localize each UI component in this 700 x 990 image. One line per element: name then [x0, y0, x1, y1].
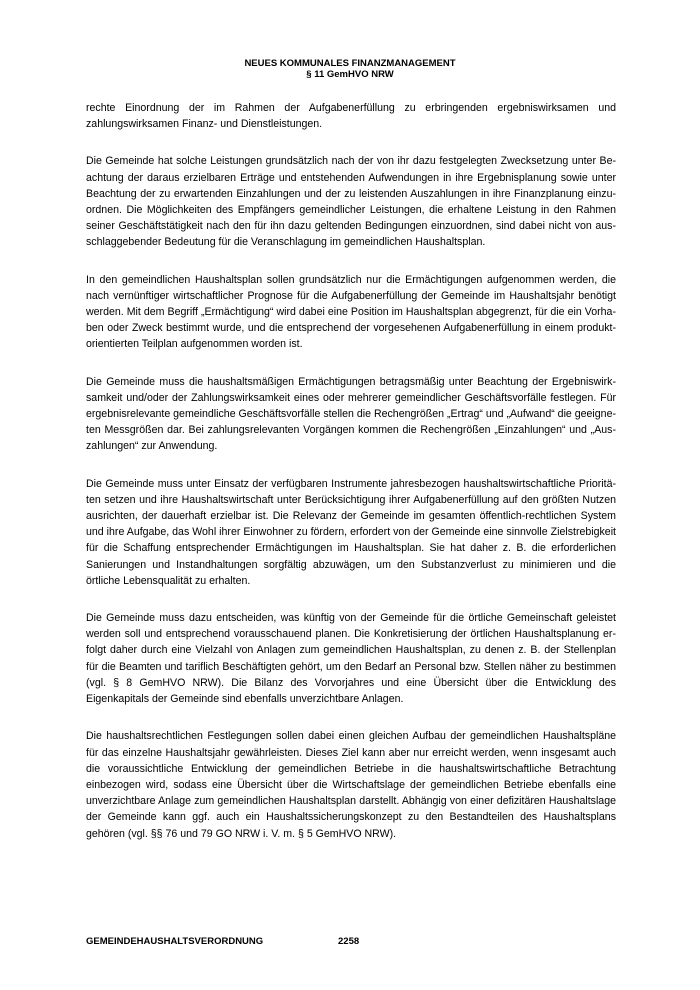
paragraph: Die Gemeinde hat solche Leistungen grundsätzlich nach der von ihr dazu festgelegten Zwecksetzung unter Beachtung der daraus erzielbaren Erträge und entstehenden Aufwendungen in ihre Ergebnisplanung sowie unter Beachtung der zu erwartenden Einzahlungen und der zu leistenden Auszahlungen in ihre Finanzplanung einzuordnen. Die Möglichkeiten des Empfängers gemeindlicher Leistungen, die erhaltene Leistung in den Rahmen seiner Geschäftstätigkeit nach den für ihn dazu geltenden Bedingungen einzuordnen, sind dabei nicht von ausschlaggebender Bedeutung für die Veranschlagung im gemeindlichen Haushaltsplan.: [86, 155, 616, 249]
page-footer: [86, 936, 616, 947]
paragraph: rechte Einordnung der im Rahmen der Aufgabenerfüllung zu erbringenden ergebniswirksamen und zahlungswirksamen Finanz- und Dienstleistungen.: [86, 102, 616, 131]
page-header: [0, 58, 700, 80]
header-subtitle: § 11 GemHVO NRW: [306, 69, 394, 80]
body-text: [86, 100, 616, 863]
header-title: NEUES KOMMUNALES FINANZMANAGEMENT: [244, 58, 456, 69]
paragraph: Die haushaltsrechtlichen Festlegungen sollen dabei einen gleichen Aufbau der gemeindlichen Haushaltspläne für das einzelne Haushaltsjahr gewährleisten. Dieses Ziel kann aber nur erreicht werden, wenn insgesamt auch die voraussichtliche Entwicklung der gemeindlichen Betriebe in die haushaltswirtschaftliche Betrachtung einbezogen wird, sodass eine Übersicht über die Wirtschaftslage der gemeindlichen Betriebe ebenfalls eine unverzichtbare Anlage zum gemeindlichen Haushaltsplan darstellt. Abhängig von einer defizitären Haushaltslage der Gemeinde kann ggf. auch ein Haushaltssicherungskonzept zu den Bestandteilen des Haushaltsplans gehören (vgl. §§ 76 und 79 GO NRW i. V. m. § 5 GemHVO NRW).: [86, 730, 616, 840]
footer-title: GEMEINDEHAUSHALTSVERORDNUNG: [86, 936, 264, 947]
paragraph: In den gemeindlichen Haushaltsplan sollen grundsätzlich nur die Ermächtigungen aufgenommen werden, die nach vernünftiger wirtschaftlicher Prognose für die Aufgabenerfüllung der Gemeinde im Haushaltsjahr benötigt werden. Mit dem Begriff „Ermächtigung“ wird dabei eine Position im Haushaltsplan abgegrenzt, für die ein Vorhaben oder Zweck bestimmt wurde, und die entsprechend der vorgesehenen Aufgabenerfüllung in einem produktorientierten Teilplan aufgenommen worden ist.: [86, 273, 616, 351]
paragraph: Die Gemeinde muss die haushaltsmäßigen Ermächtigungen betragsmäßig unter Beachtung der Ergebniswirksamkeit und/oder der Zahlungswirksamkeit eines oder mehrerer gemeindlicher Geschäftsvorfälle festlegen. Für ergebnisrelevante gemeindliche Geschäftsvorfälle stellen die Rechengrößen „Ertrag“ und „Aufwand“ die geeigneten Messgrößen dar. Bei zahlungsrelevanten Vorgängen kommen die Rechengrößen „Einzahlungen“ und „Auszahlungen“ zur Anwendung.: [86, 375, 616, 453]
page-number: 2258: [338, 936, 360, 947]
paragraph: Die Gemeinde muss unter Einsatz der verfügbaren Instrumente jahresbezogen haushaltswirtschaftliche Prioritäten setzen und ihre Haushaltswirtschaft unter Berücksichtigung ihrer Aufgabenerfüllung auf den größten Nutzen ausrichten, der dauerhaft erzielbar ist. Die Relevanz der Gemeinde im gesamten öffentlich-rechtlichen System und ihre Aufgabe, das Wohl ihrer Einwohner zu fördern, erfordert von der Gemeinde eine sinnvolle Zielstrebigkeit für die Schaffung entsprechender Ermächtigungen im Haushaltsplan. Sie hat daher z. B. die erforderlichen Sanierungen und Instandhaltungen sorgfältig abzuwägen, um den Substanzverlust zu minimieren und die örtliche Lebensqualität zu erhalten.: [86, 477, 616, 587]
paragraph: Die Gemeinde muss dazu entscheiden, was künftig von der Gemeinde für die örtliche Gemeinschaft geleistet werden soll und entsprechend vorausschauend planen. Die Konkretisierung der örtlichen Haushaltsplanung erfolgt daher durch eine Vielzahl von Anlagen zum gemeindlichen Haushaltsplan, zu denen z. B. der Stellenplan für die Beamten und tariflich Beschäftigten gehört, um den Bedarf an Personal bzw. Stellen näher zu bestimmen (vgl. § 8 GemHVO NRW). Die Bilanz des Vorvorjahres und eine Übersicht über die Entwicklung des Eigenkapitals der Gemeinde sind ebenfalls unverzichtbare Anlagen.: [86, 612, 616, 706]
